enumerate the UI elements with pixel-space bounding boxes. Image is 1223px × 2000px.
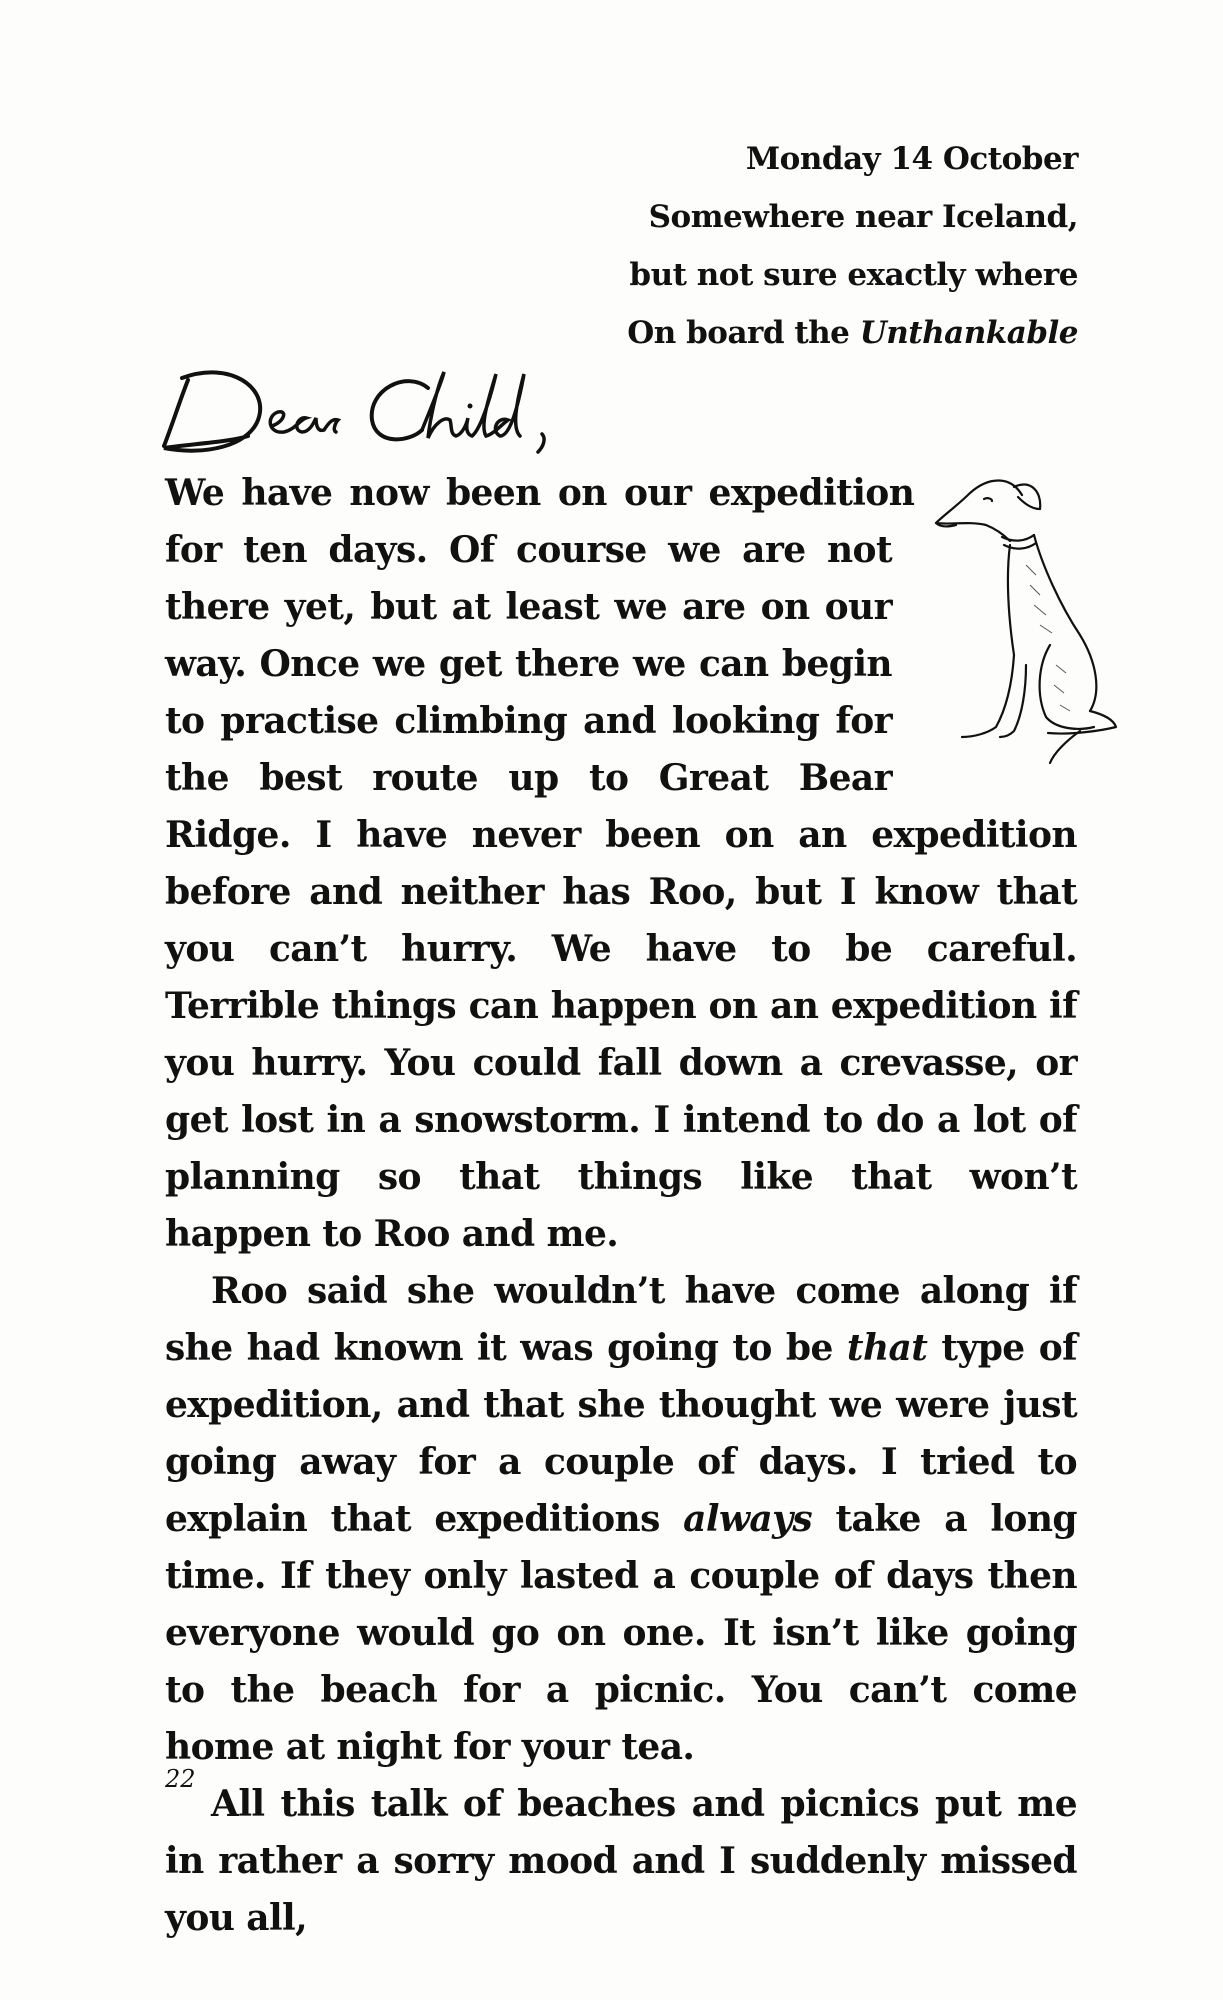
paragraph-2-part-c: take a long time. If they only lasted a couple of days then everyone would go on one. It isn’t like going to the beach for a picnic. You can’t come home at night for your tea.: [165, 1498, 1077, 1768]
letter-location-line2: but not sure exactly where: [629, 257, 1078, 293]
illustration-wrap-space: [892, 465, 1077, 755]
page-number: 22: [165, 1765, 196, 1793]
paragraph-2: [165, 1263, 1077, 1776]
emphasis-always: always: [683, 1498, 813, 1540]
letter-ship-line: [627, 304, 1078, 362]
ship-prefix: On board the: [627, 315, 850, 351]
ship-name: Unthankable: [859, 315, 1078, 351]
letter-date: Monday 14 October: [745, 141, 1078, 177]
paragraph-3: All this talk of beaches and picnics put me in rather a sorry mood and I suddenly missed you all,: [165, 1783, 1077, 1939]
letter-body: [165, 465, 1077, 1947]
handwritten-greeting: [160, 360, 580, 470]
emphasis-that: that: [846, 1327, 928, 1369]
paragraph-1: We have now been on our expedition for ten days. Of course we are not there yet, but at least we are on our way. Once we get there we can begin to practise climbing and looking for the best route up to Great Bear Ridge. I have never been on an expedition before and neither has Roo, but I know that you can’t hurry. We have to be careful. Terrible things can happen on an expedition if you hurry. You could fall down a crevasse, or get lost in a snowstorm. I intend to do a lot of planning so that things like that won’t happen to Roo and me.: [165, 472, 1077, 1255]
letter-location-line1: Somewhere near Iceland,: [648, 199, 1078, 235]
paragraph-2-part-b: type of expedition, and that she thought we were just going away for a couple of days. I tried to explain that expeditions: [165, 1327, 1078, 1540]
paragraph-2-part-a: Roo said she wouldn’t have come along if she had known it was going to be: [165, 1270, 1077, 1369]
letter-header: [627, 130, 1078, 362]
